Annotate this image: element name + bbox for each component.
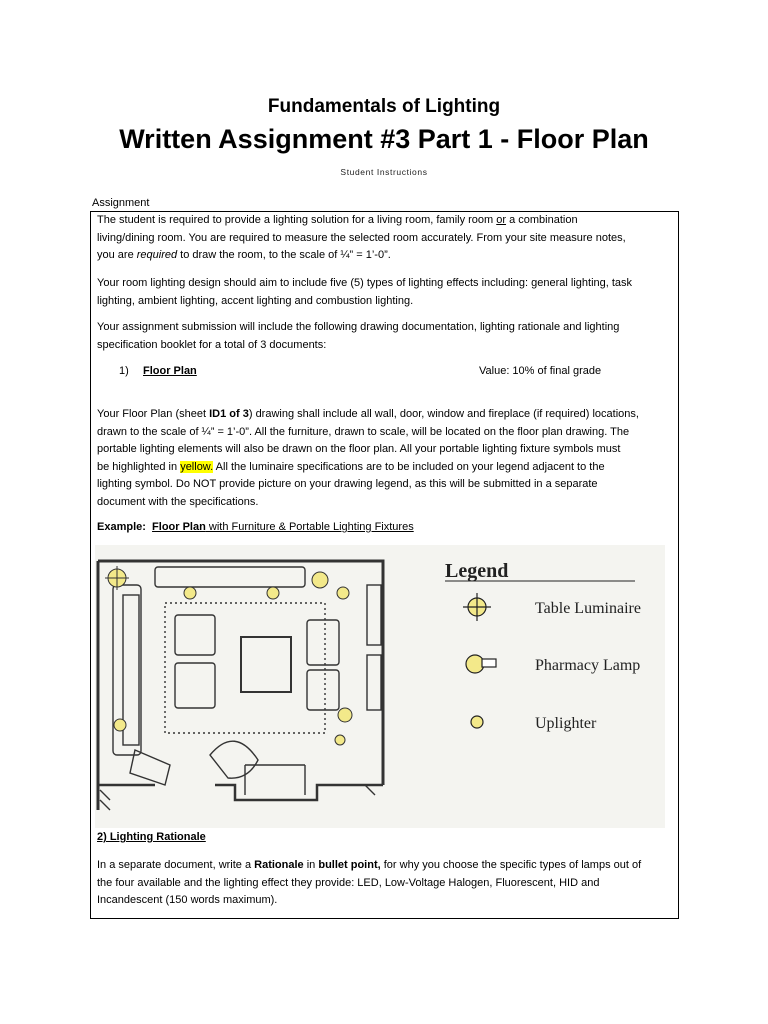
yellow-highlight: yellow.	[180, 460, 214, 473]
rationale-paragraph: In a separate document, write a Rationale in bullet point, for why you choose the specific types of lamps out of the four available and the lighting effect they provide: LED, Low-Voltage Halogen, Fluorescent, HID and Incandescent (150 words maximum).	[97, 859, 642, 906]
floor-plan-drawing	[95, 545, 665, 828]
submission-paragraph: Your assignment submission will include the following drawing documentation, lighting rationale and lighting specification booklet for a total of 3 documents:	[97, 321, 620, 351]
intro-paragraph: The student is required to provide a lighting solution for a living room, family room or a combination living/dining room. You are required to measure the selected room accurately. From your site measure notes, you are required to draw the room, to the scale of ¼” = 1’-0”.	[97, 214, 626, 261]
item1-label: Floor Plan	[143, 365, 197, 377]
legend-uplighter: Uplighter	[535, 715, 597, 732]
item1-value: Value: 10% of final grade	[479, 365, 602, 377]
floor-plan-sketch	[95, 545, 665, 828]
item1-number: 1)	[119, 365, 129, 377]
rationale-heading: 2) Lighting Rationale	[97, 831, 206, 843]
legend-table-luminaire: Table Luminaire	[535, 600, 641, 617]
legend-title: Legend	[445, 560, 509, 582]
floorplan-paragraph: Your Floor Plan (sheet ID1 of 3) drawing shall include all wall, door, window and fireplace (if required) locations, drawn to the scale of ¼” = 1’-0”. All the furniture, drawn to scale, will be located on the floor plan drawing. The portable lighting elements will also be drawn on the floor plan. All your portable lighting fixture symbols must be highlighted in yellow. All the luminaire specifications are to be included on your legend adjacent to the lighting symbol. Do NOT provide picture on your drawing legend, as this will be submitted in a separate document with the specifications.	[97, 408, 639, 508]
assignment-label: Assignment	[92, 197, 150, 209]
example-caption: Example: Floor Plan with Furniture & Portable Lighting Fixtures	[97, 521, 414, 533]
effects-paragraph: Your room lighting design should aim to include five (5) types of lighting effects including: general lighting, task lighting, ambient lighting, accent lighting and combustion lighting.	[97, 277, 633, 307]
page-title: Written Assignment #3 Part 1 - Floor Plan	[119, 124, 649, 154]
course-subtitle: Fundamentals of Lighting	[267, 96, 501, 117]
legend-pharmacy-lamp: Pharmacy Lamp	[535, 657, 641, 674]
student-instructions-label: Student Instructions	[340, 167, 428, 177]
